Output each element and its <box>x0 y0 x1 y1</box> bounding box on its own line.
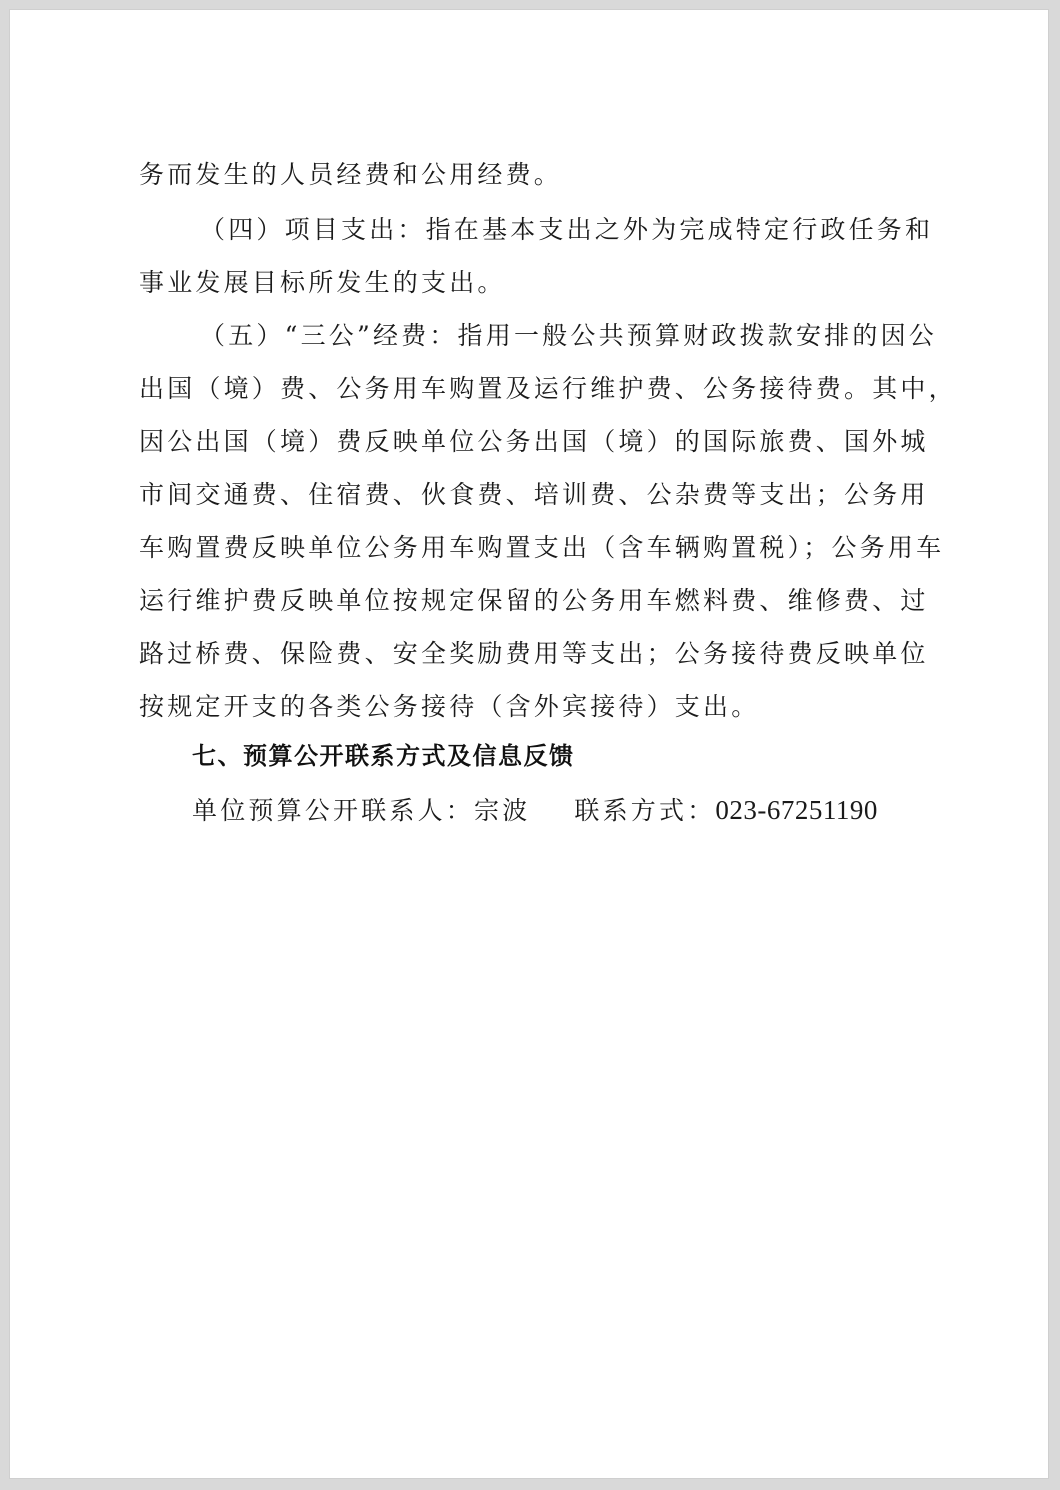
paragraph-5-line-7: 路过桥费、保险费、安全奖励费用等支出；公务接待费反映单位 <box>139 639 929 668</box>
contact-phone: 023-67251190 <box>715 795 878 825</box>
paragraph-5-line-3: 因公出国（境）费反映单位公务出国（境）的国际旅费、国外城 <box>139 427 929 456</box>
paragraph-5-line-4: 市间交通费、住宿费、伙食费、培训费、公杂费等支出；公务用 <box>139 480 929 509</box>
paragraph-5-line-2: 出国（境）费、公务用车购置及运行维护费、公务接待费。其中， <box>139 374 957 403</box>
paragraph-4-line-1: （四）项目支出：指在基本支出之外为完成特定行政任务和 <box>200 215 934 244</box>
document-page <box>9 9 1049 1479</box>
paragraph-5-line-5: 车购置费反映单位公务用车购置支出（含车辆购置税）；公务用车 <box>139 533 945 562</box>
contact-person: 单位预算公开联系人：宗波 <box>192 796 531 825</box>
paragraph-5-line-8: 按规定开支的各类公务接待（含外宾接待）支出。 <box>139 692 760 721</box>
contact-method-label: 联系方式： <box>574 796 716 825</box>
paragraph-5-line-1: （五）“三公”经费：指用一般公共预算财政拨款安排的因公 <box>200 321 937 350</box>
paragraph-3-end: 务而发生的人员经费和公用经费。 <box>139 160 563 189</box>
section-7-heading: 七、预算公开联系方式及信息反馈 <box>192 742 575 770</box>
paragraph-4-line-2: 事业发展目标所发生的支出。 <box>139 268 506 297</box>
contact-line <box>192 795 878 826</box>
paragraph-5-line-6: 运行维护费反映单位按规定保留的公务用车燃料费、维修费、过 <box>139 586 929 615</box>
